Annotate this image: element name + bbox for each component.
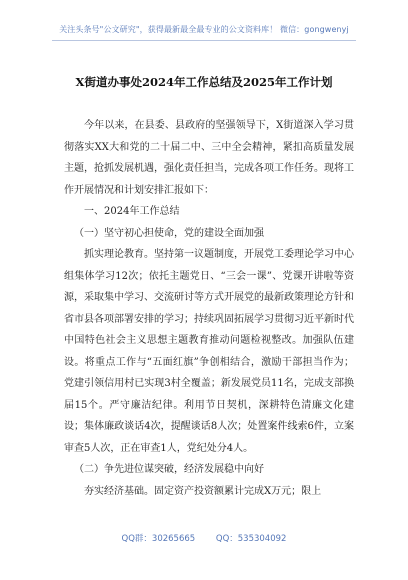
body-paragraph: 夯实经济基础。固定资产投资额累计完成X万元；限上 [84,485,322,497]
subsection-heading: （一）坚守初心担使命，党的建设全面加强 [74,227,264,239]
header-divider [52,40,356,41]
document-title: X街道办事处2024年工作总结及2025年工作计划 [75,75,333,89]
qq-number: QQ：535304092 [215,534,287,544]
subsection-heading: （二）争先进位谋突破，经济发展稳中向好 [74,464,264,475]
qq-group-number: QQ群：30265665 [121,534,196,544]
document-body [64,115,354,502]
header-banner: 关注头条号"公文研究"，获得最新最全最专业的公文资料库！ 微信：gongwenyj [59,25,349,34]
body-paragraph: 抓实理论教育。坚持第一议题制度，开展党工委理论学习中心组集体学习12次；依托主题党日、“三会一课”、党课开讲啦等资源，采取集中学习、交流研讨等方式开展党的最新政策理论方针和省市县各项部署安排的学习；持续巩固拓展学习贯彻习近平新时代中国特色社会主义思想主题教育推动问题检视整改。加强队伍建设。将重点工作与“五面红旗”争创相结合，激励干部担当作为；党建引领信用村已实现3村全覆盖；新发展党员11名，完成支部换届15个。严守廉洁纪律。利用节日契机，深耕特色清廉文化建设；集体廉政谈话4次，提醒谈话8人次；处置案件线索6件，立案审查5人次，正在审查1人，党纪处分4人。 [64,249,354,454]
intro-paragraph: 今年以来，在县委、县政府的坚强领导下，X街道深入学习贯彻落实XX大和党的二十届二中、三中全会精神，紧扣高质量发展主题，抢抓发展机遇，强化责任担当，完成各项工作任务。现将工作开展情况和计划安排汇报如下： [64,120,354,196]
footer-contact [0,532,408,544]
section-heading: 一、2024年工作总结 [84,206,180,217]
